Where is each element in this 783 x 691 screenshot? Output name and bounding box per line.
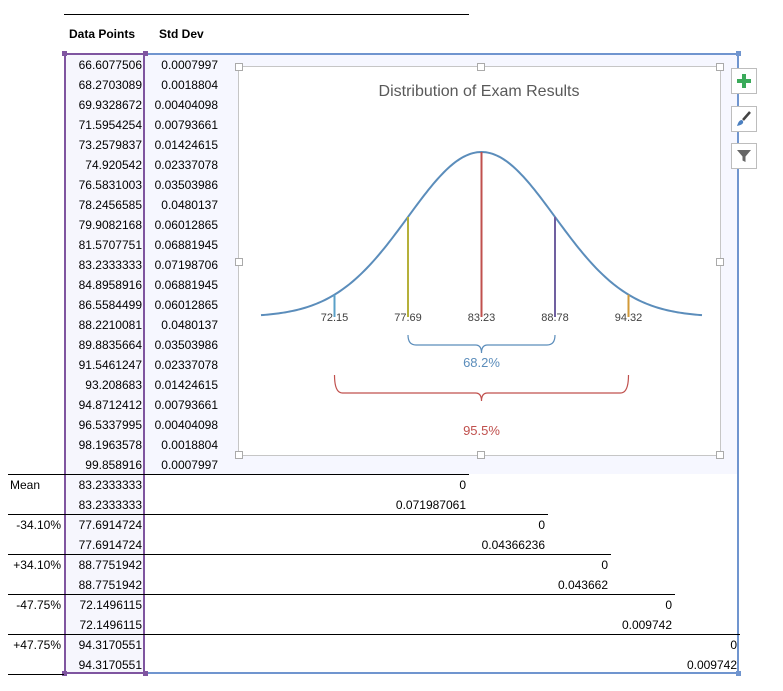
data-point-cell[interactable]: 74.920542: [85, 158, 142, 172]
data-point-cell[interactable]: 68.2703089: [78, 78, 142, 92]
funnel-icon: [735, 147, 753, 165]
data-point-cell[interactable]: 88.7751942: [78, 578, 142, 592]
computed-value-cell[interactable]: 0: [459, 478, 466, 492]
data-point-cell[interactable]: 77.6914724: [78, 538, 142, 552]
std-dev-cell[interactable]: 0.0007997: [161, 458, 218, 472]
data-point-cell[interactable]: 66.6077506: [78, 58, 142, 72]
data-point-cell[interactable]: 77.6914724: [78, 518, 142, 532]
data-point-cell[interactable]: 73.2579837: [78, 138, 142, 152]
data-point-cell[interactable]: 72.1496115: [79, 598, 142, 612]
group-label: -47.75%: [16, 598, 61, 612]
chart-resize-handle[interactable]: [477, 63, 485, 71]
brace-label: 68.2%: [463, 355, 500, 370]
computed-value-cell[interactable]: 0: [665, 598, 672, 612]
std-dev-cell[interactable]: 0.01424615: [154, 138, 218, 152]
chart-resize-handle[interactable]: [235, 451, 243, 459]
computed-value-cell[interactable]: 0: [730, 638, 737, 652]
std-dev-cell[interactable]: 0.00793661: [154, 118, 218, 132]
data-point-cell[interactable]: 88.7751942: [78, 558, 142, 572]
data-point-cell[interactable]: 86.5584499: [78, 298, 142, 312]
std-dev-cell[interactable]: 0.06881945: [154, 278, 218, 292]
chart-resize-handle[interactable]: [716, 451, 724, 459]
marker-label: 94.32: [614, 312, 643, 324]
std-dev-cell[interactable]: 0.00404098: [154, 418, 218, 432]
data-point-cell[interactable]: 69.9328672: [78, 98, 142, 112]
std-dev-cell[interactable]: 0.0480137: [161, 198, 218, 212]
std-dev-cell[interactable]: 0.0480137: [161, 318, 218, 332]
data-point-cell[interactable]: 93.208683: [85, 378, 142, 392]
table-top-border: [64, 14, 469, 15]
std-dev-cell[interactable]: 0.02337078: [154, 158, 218, 172]
std-dev-cell[interactable]: 0.01424615: [154, 378, 218, 392]
chart-marks: [261, 152, 702, 438]
computed-value-cell[interactable]: 0.071987061: [395, 498, 466, 512]
brace-label: 95.5%: [463, 423, 500, 438]
range-brace: [335, 375, 629, 401]
chart-styles-button[interactable]: [731, 106, 757, 132]
computed-value-cell[interactable]: 0.04366236: [481, 538, 545, 552]
std-dev-cell[interactable]: 0.06881945: [154, 238, 218, 252]
group-label: Mean: [10, 478, 41, 492]
marker-label: 88.78: [541, 312, 569, 324]
chart-plot: [239, 67, 720, 455]
chart-resize-handle[interactable]: [477, 451, 485, 459]
computed-value-cell[interactable]: 0: [601, 558, 608, 572]
std-dev-cell[interactable]: 0.0018804: [161, 78, 218, 92]
std-dev-cell[interactable]: 0.07198706: [154, 258, 218, 272]
selection-handle[interactable]: [143, 671, 148, 676]
data-point-cell[interactable]: 83.2333333: [78, 498, 142, 512]
header-data-points: Data Points: [69, 27, 136, 41]
data-point-cell[interactable]: 76.5831003: [78, 178, 142, 192]
data-point-cell[interactable]: 99.858916: [85, 458, 142, 472]
std-dev-cell[interactable]: 0.0018804: [161, 438, 218, 452]
data-point-cell[interactable]: 98.1963578: [78, 438, 142, 452]
computed-value-cell[interactable]: 0: [538, 518, 545, 532]
data-point-cell[interactable]: 94.3170551: [78, 638, 142, 652]
data-point-cell[interactable]: 94.3170551: [78, 658, 142, 672]
data-point-cell[interactable]: 81.5707751: [78, 238, 142, 252]
chart-resize-handle[interactable]: [716, 258, 724, 266]
data-point-cell[interactable]: 88.2210081: [78, 318, 142, 332]
chart-area[interactable]: [238, 66, 721, 456]
plus-icon: [735, 72, 753, 90]
table-bottom-border: [8, 674, 64, 675]
std-dev-cell[interactable]: 0.03503986: [154, 178, 218, 192]
marker-label: 72.15: [320, 312, 349, 324]
data-point-cell[interactable]: 71.5954254: [78, 118, 142, 132]
std-dev-cell[interactable]: 0.06012865: [154, 218, 218, 232]
brush-icon: [735, 110, 753, 128]
std-dev-cell[interactable]: 0.0007997: [161, 58, 218, 72]
data-point-cell[interactable]: 83.2333333: [78, 258, 142, 272]
data-point-cell[interactable]: 96.5337995: [78, 418, 142, 432]
computed-value-cell[interactable]: 0.043662: [557, 578, 608, 592]
chart-resize-handle[interactable]: [235, 63, 243, 71]
chart-filters-button[interactable]: [731, 143, 757, 169]
data-point-cell[interactable]: 83.2333333: [78, 478, 142, 492]
chart-elements-button[interactable]: [731, 68, 757, 94]
std-dev-cell[interactable]: 0.03503986: [154, 338, 218, 352]
data-point-cell[interactable]: 84.8958916: [78, 278, 142, 292]
data-point-cell[interactable]: 72.1496115: [79, 618, 142, 632]
computed-value-cell[interactable]: 0.009742: [621, 618, 672, 632]
header-std-dev: Std Dev: [159, 27, 204, 41]
selection-handle[interactable]: [736, 51, 741, 56]
group-label: -34.10%: [16, 518, 61, 532]
data-point-cell[interactable]: 91.5461247: [78, 358, 142, 372]
marker-label: 83.23: [467, 312, 496, 324]
data-point-cell[interactable]: 79.9082168: [78, 218, 142, 232]
std-dev-cell[interactable]: 0.00793661: [154, 398, 218, 412]
marker-label: 77.69: [394, 312, 422, 324]
data-point-cell[interactable]: 94.8712412: [78, 398, 142, 412]
group-label: +34.10%: [13, 558, 61, 572]
chart-resize-handle[interactable]: [235, 258, 243, 266]
computed-value-cell[interactable]: 0.009742: [686, 658, 737, 672]
data-point-cell[interactable]: 78.2456585: [78, 198, 142, 212]
range-brace: [408, 335, 555, 353]
std-dev-cell[interactable]: 0.06012865: [154, 298, 218, 312]
chart-resize-handle[interactable]: [716, 63, 724, 71]
chart-title: Distribution of Exam Results: [378, 83, 580, 100]
data-point-cell[interactable]: 89.8835664: [78, 338, 142, 352]
std-dev-cell[interactable]: 0.02337078: [154, 358, 218, 372]
group-label: +47.75%: [13, 638, 61, 652]
std-dev-cell[interactable]: 0.00404098: [154, 98, 218, 112]
